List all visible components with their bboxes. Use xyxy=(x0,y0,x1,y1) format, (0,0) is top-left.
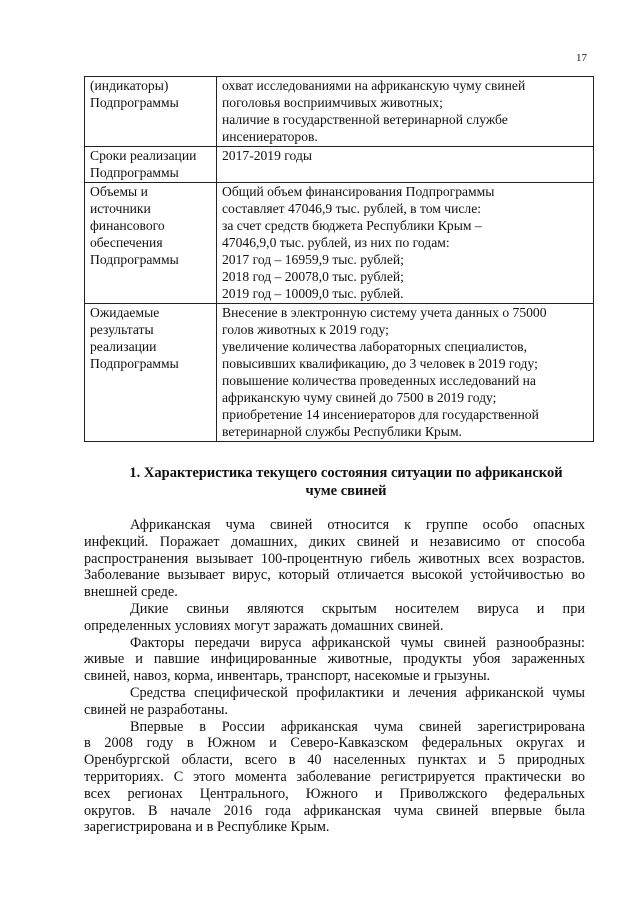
table-label-line: (индикаторы) xyxy=(90,78,169,93)
table-content-line: голов животных к 2019 году; xyxy=(222,322,389,337)
table-label-line: Подпрограммы xyxy=(90,252,179,267)
paragraph-line: всех регионах Центрального, Южного и Приволжского федеральных xyxy=(84,785,585,802)
paragraph-line: Дикие свиньи являются скрытым носителем вируса и при xyxy=(130,600,585,617)
section-body xyxy=(84,517,585,836)
paragraph-line: определенных условиях могут заражать домашних свиней. xyxy=(84,617,444,634)
paragraph-line: Средства специфической профилактики и лечения африканской чумы xyxy=(130,684,585,701)
table-label-cell xyxy=(85,77,217,147)
paragraph-line: Факторы передачи вируса африканской чумы свиней разнообразны: xyxy=(130,634,585,651)
paragraph-line: свиней не разработаны. xyxy=(84,701,229,718)
section-heading-line-1: 1. Характеристика текущего состояния ситуации по африканской xyxy=(129,465,563,481)
section-heading-line-2: чуме свиней xyxy=(305,483,387,499)
paragraph-line: Заболевание вызывает вирус, который отличается высокой устойчивостью во xyxy=(84,567,585,584)
table-content-line: 2019 год – 10009,0 тыс. рублей. xyxy=(222,286,404,301)
table-content-line: 2018 год – 20078,0 тыс. рублей; xyxy=(222,269,404,284)
paragraph-line: Оренбургской области, всего в 40 населенных пунктах и 5 природных xyxy=(84,752,585,769)
table-row xyxy=(85,77,594,147)
body-paragraph xyxy=(84,719,585,837)
table-content-line: приобретение 14 инсениераторов для государственной xyxy=(222,407,539,422)
paragraph-line: территориях. С этого момента заболевание регистрируется практически во xyxy=(84,768,585,785)
body-paragraph xyxy=(84,517,585,601)
body-paragraph xyxy=(84,635,585,685)
table-label-line: Сроки реализации xyxy=(90,148,197,163)
body-paragraph xyxy=(84,601,585,635)
body-paragraph xyxy=(84,685,585,719)
section-heading xyxy=(110,464,582,500)
paragraph-line: внешней среде. xyxy=(84,584,178,601)
table-content-line: 2017 год – 16959,9 тыс. рублей; xyxy=(222,252,404,267)
table-content-cell xyxy=(217,183,594,304)
paragraph-line: живые и павшие инфицированные животные, продукты убоя зараженных xyxy=(84,651,585,668)
table-label-line: обеспечения xyxy=(90,235,163,250)
table-label-cell xyxy=(85,304,217,442)
table-label-line: результаты xyxy=(90,322,154,337)
paragraph-line: распространения вызывает 100-процентную гибель животных всех возрастов. xyxy=(84,550,585,567)
page-number: 17 xyxy=(576,52,587,64)
table-label-cell xyxy=(85,183,217,304)
table-content-line: за счет средств бюджета Республики Крым – xyxy=(222,218,482,233)
table-content-line: наличие в государственной ветеринарной службе xyxy=(222,112,508,127)
table-label-line: источники xyxy=(90,201,151,216)
table-row xyxy=(85,304,594,442)
paragraph-line: округов. В начале 2016 года африканская чума свиней впервые была xyxy=(84,802,585,819)
table-content-line: повышение количества проведенных исследований на xyxy=(222,373,536,388)
table-content-cell xyxy=(217,147,594,183)
subprogram-passport-table xyxy=(84,76,594,442)
table-row xyxy=(85,183,594,304)
paragraph-line: в 2008 году в Южном и Северо-Кавказском федеральных округах и xyxy=(84,735,585,752)
paragraph-line: зарегистрирована и в Республике Крым. xyxy=(84,819,330,836)
table-label-line: Ожидаемые xyxy=(90,305,160,320)
table-content-line: повысивших квалификацию, до 3 человек в 2019 году; xyxy=(222,356,538,371)
table-label-line: Подпрограммы xyxy=(90,95,179,110)
table-content-line: Внесение в электронную систему учета данных о 75000 xyxy=(222,305,547,320)
table-content-line: 2017-2019 годы xyxy=(222,148,312,163)
table-content-line: поголовья восприимчивых животных; xyxy=(222,95,443,110)
table-label-line: Подпрограммы xyxy=(90,356,179,371)
table-content-line: африканскую чуму свиней до 7500 в 2019 году; xyxy=(222,390,497,405)
table-label-line: Объемы и xyxy=(90,184,148,199)
table-label-cell xyxy=(85,147,217,183)
paragraph-line: Африканская чума свиней относится к группе особо опасных xyxy=(130,517,585,533)
table-row xyxy=(85,147,594,183)
table-content-line: 47046,9,0 тыс. рублей, из них по годам: xyxy=(222,235,450,250)
table-label-line: финансового xyxy=(90,218,165,233)
table-content-cell xyxy=(217,304,594,442)
table-content-cell xyxy=(217,77,594,147)
table-content-line: ветеринарной службы Республики Крым. xyxy=(222,424,462,439)
table-content-line: увеличение количества лабораторных специалистов, xyxy=(222,339,528,354)
paragraph-line: инфекций. Поражает домашних, диких свиней и независимо от способа xyxy=(84,533,585,550)
table-label-line: Подпрограммы xyxy=(90,165,179,180)
table-content-line: охват исследованиями на африканскую чуму свиней xyxy=(222,78,526,93)
paragraph-line: Впервые в России африканская чума свиней зарегистрирована xyxy=(130,718,585,735)
table-content-line: составляет 47046,9 тыс. рублей, в том числе: xyxy=(222,201,482,216)
table-content-line: инсениераторов. xyxy=(222,129,318,144)
table-label-line: реализации xyxy=(90,339,157,354)
paragraph-line: свиней, навоз, корма, инвентарь, транспорт, насекомые и грызуны. xyxy=(84,668,491,685)
table-content-line: Общий объем финансирования Подпрограммы xyxy=(222,184,495,199)
